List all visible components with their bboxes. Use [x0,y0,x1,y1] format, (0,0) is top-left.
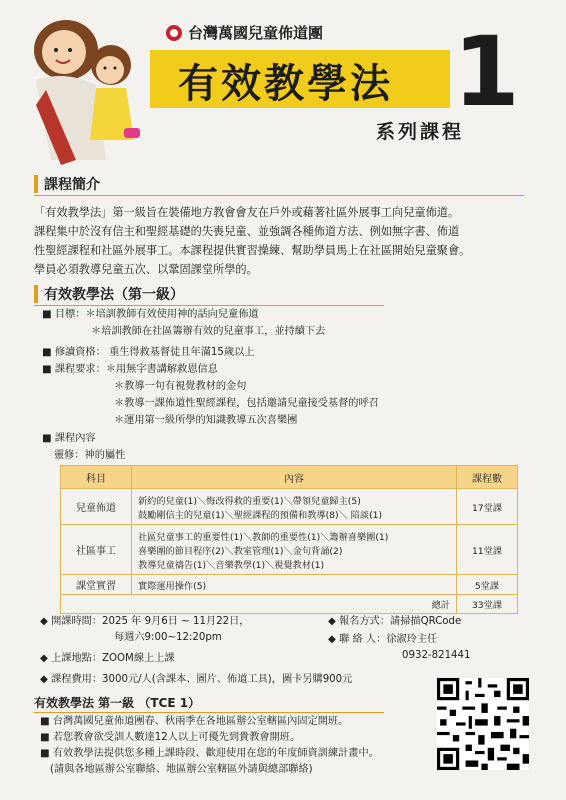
contact-name: 徐淑玲主任 [386,634,438,645]
content-block [42,430,125,464]
level1-heading [34,284,184,304]
org-name [166,22,323,43]
square-bullet-icon: ■ [42,364,55,375]
devotion-line: 靈修：神的屬性 [54,450,126,461]
square-bullet-icon: ■ [42,309,55,320]
goal-item: ＊培訓教師有效使用神的話向兒童佈道 [85,309,259,320]
square-bullet-icon: ■ [40,732,53,743]
page-title: 有效教學法 [178,61,393,107]
diamond-bullet-icon: ◆ [40,674,52,685]
qr-code-icon[interactable] [437,678,529,770]
contact-phone: 0932-821441 [402,650,471,661]
diamond-bullet-icon: ◆ [40,653,52,664]
info-left [40,614,352,688]
place-value: ZOOM線上上課 [102,653,175,664]
table-cell-category: 社區事工 [61,525,132,575]
qual-value: 重生得救基督徒且年滿15歲以上 [109,347,255,358]
course-table [60,465,518,614]
square-bullet-icon: ■ [40,716,53,727]
req-item: ＊用無字書講解救恩信息 [105,364,218,375]
page-subtitle: 系列課程 [376,121,465,143]
tce-item: 若您教會欲受訓人數達12人以上可優先到貴教會開班。 [52,732,301,743]
table-header: 內容 [132,466,457,489]
section-bar [34,175,38,193]
table-cell-content [132,525,457,575]
tce-item: 有效教學法提供您多種上課時段、歡迎使用在您的年度師資訓練計畫中。 [52,748,379,759]
place-label: 上課地點： [51,653,103,664]
table-cell-content: 實際運用操作(5) [132,575,457,595]
table-header: 課程數 [457,466,518,489]
diamond-bullet-icon: ◆ [328,634,340,645]
intro-line: 學員必須教導兒童五次、以鞏固課堂所學的。 [34,263,258,276]
tce-list [40,714,430,778]
divider [34,195,524,196]
cartoon-illustration [6,10,156,170]
goal-label: 目標： [54,309,86,320]
divider [34,712,384,713]
intro-paragraph [34,203,544,279]
logo-icon [166,25,182,41]
intro-line: 「有效教學法」第一級旨在裝備地方教會會友在戶外或藉著社區外展事工向兒童佈道。 [34,206,460,219]
signup-label: 報名方式： [339,616,391,627]
content-line: 教導兒童禱告(1)＼音樂教學(1)＼視覺教材(1) [138,559,325,571]
qual-label: 修讀資格： [54,347,106,358]
intro-line: 性聖經課程和社區外展事工。本課程提供實習操練、幫助學員馬上在社區開始兒童聚會。 [34,244,471,257]
time-value: 2025 年 9月6日 ~ 11月22日， [102,616,250,627]
level1-heading-text: 有效教學法（第一級） [44,287,184,303]
tce-heading [34,694,200,711]
total-label: 總計 [61,595,457,614]
org-name-text: 台灣萬國兒童佈道團 [188,24,324,42]
table-header: 科目 [61,466,132,489]
qualification-row [42,344,254,361]
signup-value: 請掃描QRCode [390,616,462,627]
content-line: 社區兒童事工的重要性(1)＼教師的重要性(1)＼籌辦喜樂團(1) [138,531,389,543]
table-cell-content [132,489,457,525]
table-cell-count: 11堂課 [457,525,518,575]
info-right [328,614,471,664]
table-row [61,489,518,525]
tce-note: (請與各地區辦公室聯絡、地區辦公室轄區外請與總部聯絡) [50,764,313,775]
square-bullet-icon: ■ [40,748,53,759]
table-header-row [61,466,518,489]
requirement-block [42,361,379,429]
table-cell-count: 17堂課 [457,489,518,525]
content-line: 鼓勵剛信主的兒童(1)＼聖經課程的預備和教導(8)＼ 陪談(1) [138,509,383,521]
table-cell-category: 課堂實習 [61,575,132,595]
req-label: 課程要求： [54,364,106,375]
diamond-bullet-icon: ◆ [40,616,52,627]
intro-heading-text: 課程簡介 [44,177,100,193]
tce-item: 台灣萬國兒童佈道團春、秋兩季在各地區辦公室轄區內固定開班。 [52,716,349,727]
table-cell-count: 5堂課 [457,575,518,595]
goal-block [42,306,325,340]
time-value-2: 每週六9:00~12:20pm [114,632,222,643]
diamond-bullet-icon: ◆ [328,616,340,627]
content-line: 新約的兒童(1)＼悔改得救的重要(1)＼帶領兒童歸主(5) [138,495,361,507]
content-line: 喜樂團的節目程序(2)＼教室管理(1)＼金句背誦(2) [138,545,343,557]
fee-value: 3000元/人(含課本、圖片、佈道工具)，圖卡另購900元 [102,674,353,685]
intro-heading [34,174,100,194]
table-total-row [61,595,518,614]
table-cell-category: 兒童佈道 [61,489,132,525]
table-row [61,525,518,575]
req-item: ＊教導一句有視覺教材的金句 [114,381,247,392]
section-bar [34,285,38,303]
fee-label: 課程費用： [51,674,103,685]
total-value: 33堂課 [457,595,518,614]
content-label: 課程內容 [54,433,96,444]
time-label: 開課時間： [51,616,103,627]
req-item: ＊教導一課佈道性聖經課程，包括邀請兒童接受基督的呼召 [114,398,379,409]
table-row [61,575,518,595]
req-item: ＊運用第一級所學的知識教導五次喜樂團 [114,415,298,426]
series-number: 1 [453,16,520,128]
contact-label: 聯 絡 人： [339,634,387,645]
square-bullet-icon: ■ [42,347,55,358]
square-bullet-icon: ■ [42,433,55,444]
intro-line: 課程集中於沒有信主和聖經基礎的失喪兒童、並強調各種佈道方法、例如無字書、佈道 [34,225,460,238]
goal-item: ＊培訓教師在社區籌辦有效的兒童事工，並持續下去 [91,326,326,337]
tce-heading-text: 有效教學法 第一級 （TCE 1） [34,696,201,710]
